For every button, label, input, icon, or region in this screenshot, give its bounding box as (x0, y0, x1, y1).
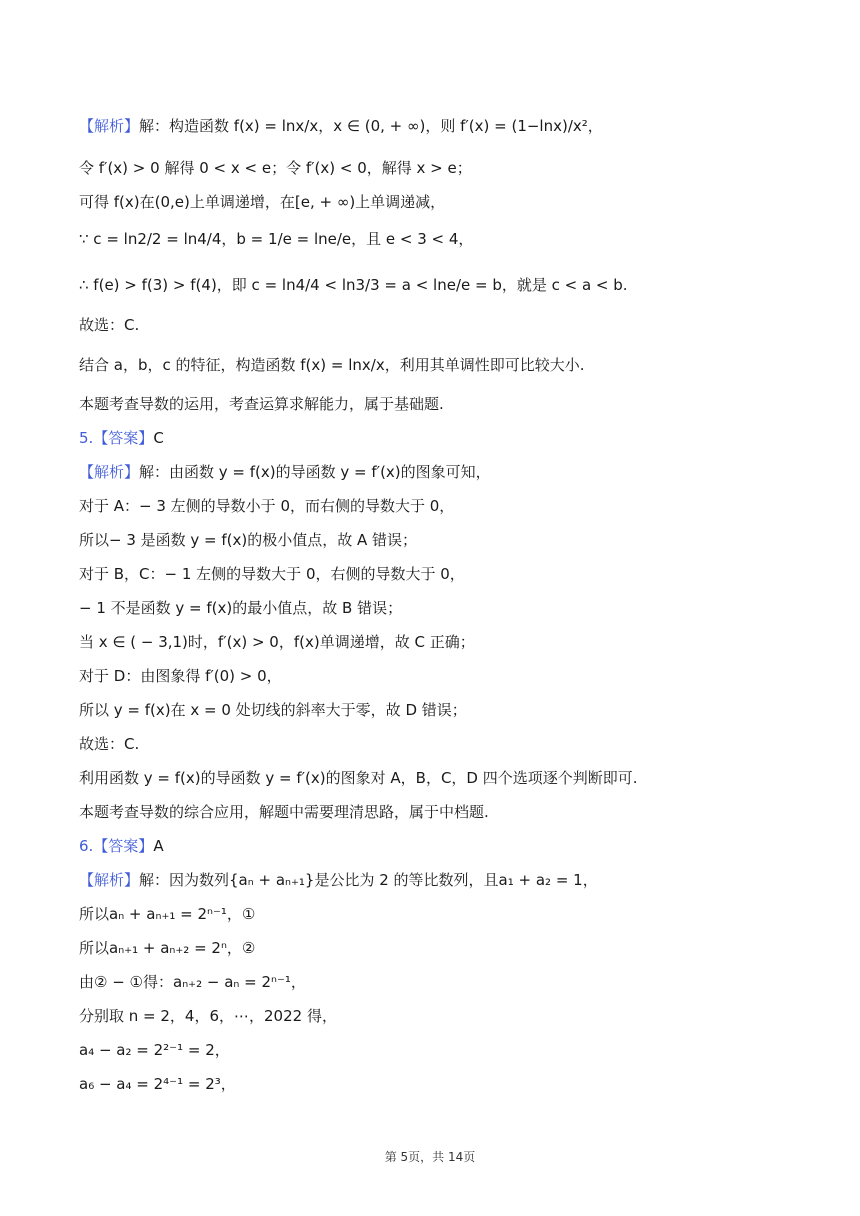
text-line: 【解析】解：构造函数 f(x) = lnx/x，x ∈ (0, + ∞)，则 f′(x) = (1−lnx)/x²， (79, 117, 603, 135)
text-line: 可得 f(x)在(0,e)上单调递增，在[e, + ∞)上单调递减， (79, 193, 446, 211)
text-line: 所以aₙ₊₁ + aₙ₊₂ = 2ⁿ，② (79, 939, 256, 957)
text-line: − 1 不是函数 y = f(x)的最小值点，故 B 错误； (79, 599, 403, 617)
text-line: 【解析】解：因为数列{aₙ + aₙ₊₁}是公比为 2 的等比数列，且a₁ + a₂ = 1， (79, 871, 598, 889)
text-line: 结合 a，b，c 的特征，构造函数 f(x) = lnx/x，利用其单调性即可比较大小. (79, 356, 585, 374)
text-line: 所以− 3 是函数 y = f(x)的极小值点，故 A 错误； (79, 531, 418, 549)
text-line: 所以aₙ + aₙ₊₁ = 2ⁿ⁻¹，① (79, 905, 256, 923)
text-line: 【解析】解：由函数 y = f(x)的导函数 y = f′(x)的图象可知， (79, 463, 491, 481)
text-line: 故选：C. (79, 316, 140, 334)
text-line: 由② − ①得：aₙ₊₂ − aₙ = 2ⁿ⁻¹， (79, 973, 306, 991)
text-line: 故选：C. (79, 735, 140, 753)
text-line: ∵ c = ln2/2 = ln4/4，b = 1/e = lne/e，且 e < 3 < 4， (79, 230, 474, 248)
text-line: 对于 A：− 3 左侧的导数小于 0，而右侧的导数大于 0， (79, 497, 455, 515)
text-line: 分别取 n = 2，4，6，⋯，2022 得， (79, 1007, 337, 1025)
text-line: ∴ f(e) > f(3) > f(4)，即 c = ln4/4 < ln3/3 = a < lne/e = b，就是 c < a < b. (79, 276, 628, 294)
answer-heading: 6.【答案】A (79, 837, 164, 855)
text-line: 当 x ∈ ( − 3,1)时，f′(x) > 0，f(x)单调递增，故 C 正确； (79, 633, 475, 651)
text-line: a₄ − a₂ = 2²⁻¹ = 2， (79, 1041, 230, 1059)
text-line: 本题考查导数的综合应用，解题中需要理清思路，属于中档题. (79, 803, 489, 821)
text-line: 对于 D：由图象得 f′(0) > 0， (79, 667, 282, 685)
page-footer: 第 5页，共 14页 (384, 1150, 476, 1164)
text-line: a₆ − a₄ = 2⁴⁻¹ = 2³， (79, 1075, 236, 1093)
text-line: 对于 B，C：− 1 左侧的导数大于 0，右侧的导数大于 0， (79, 565, 465, 583)
text-line: 所以 y = f(x)在 x = 0 处切线的斜率大于零，故 D 错误； (79, 701, 467, 719)
text-line: 令 f′(x) > 0 解得 0 < x < e；令 f′(x) < 0，解得 x > e； (79, 159, 472, 177)
answer-heading: 5.【答案】C (79, 429, 164, 447)
text-line: 利用函数 y = f(x)的导函数 y = f′(x)的图象对 A，B，C，D 四个选项逐个判断即可. (79, 769, 638, 787)
text-line: 本题考查导数的运用，考查运算求解能力，属于基础题. (79, 395, 444, 413)
